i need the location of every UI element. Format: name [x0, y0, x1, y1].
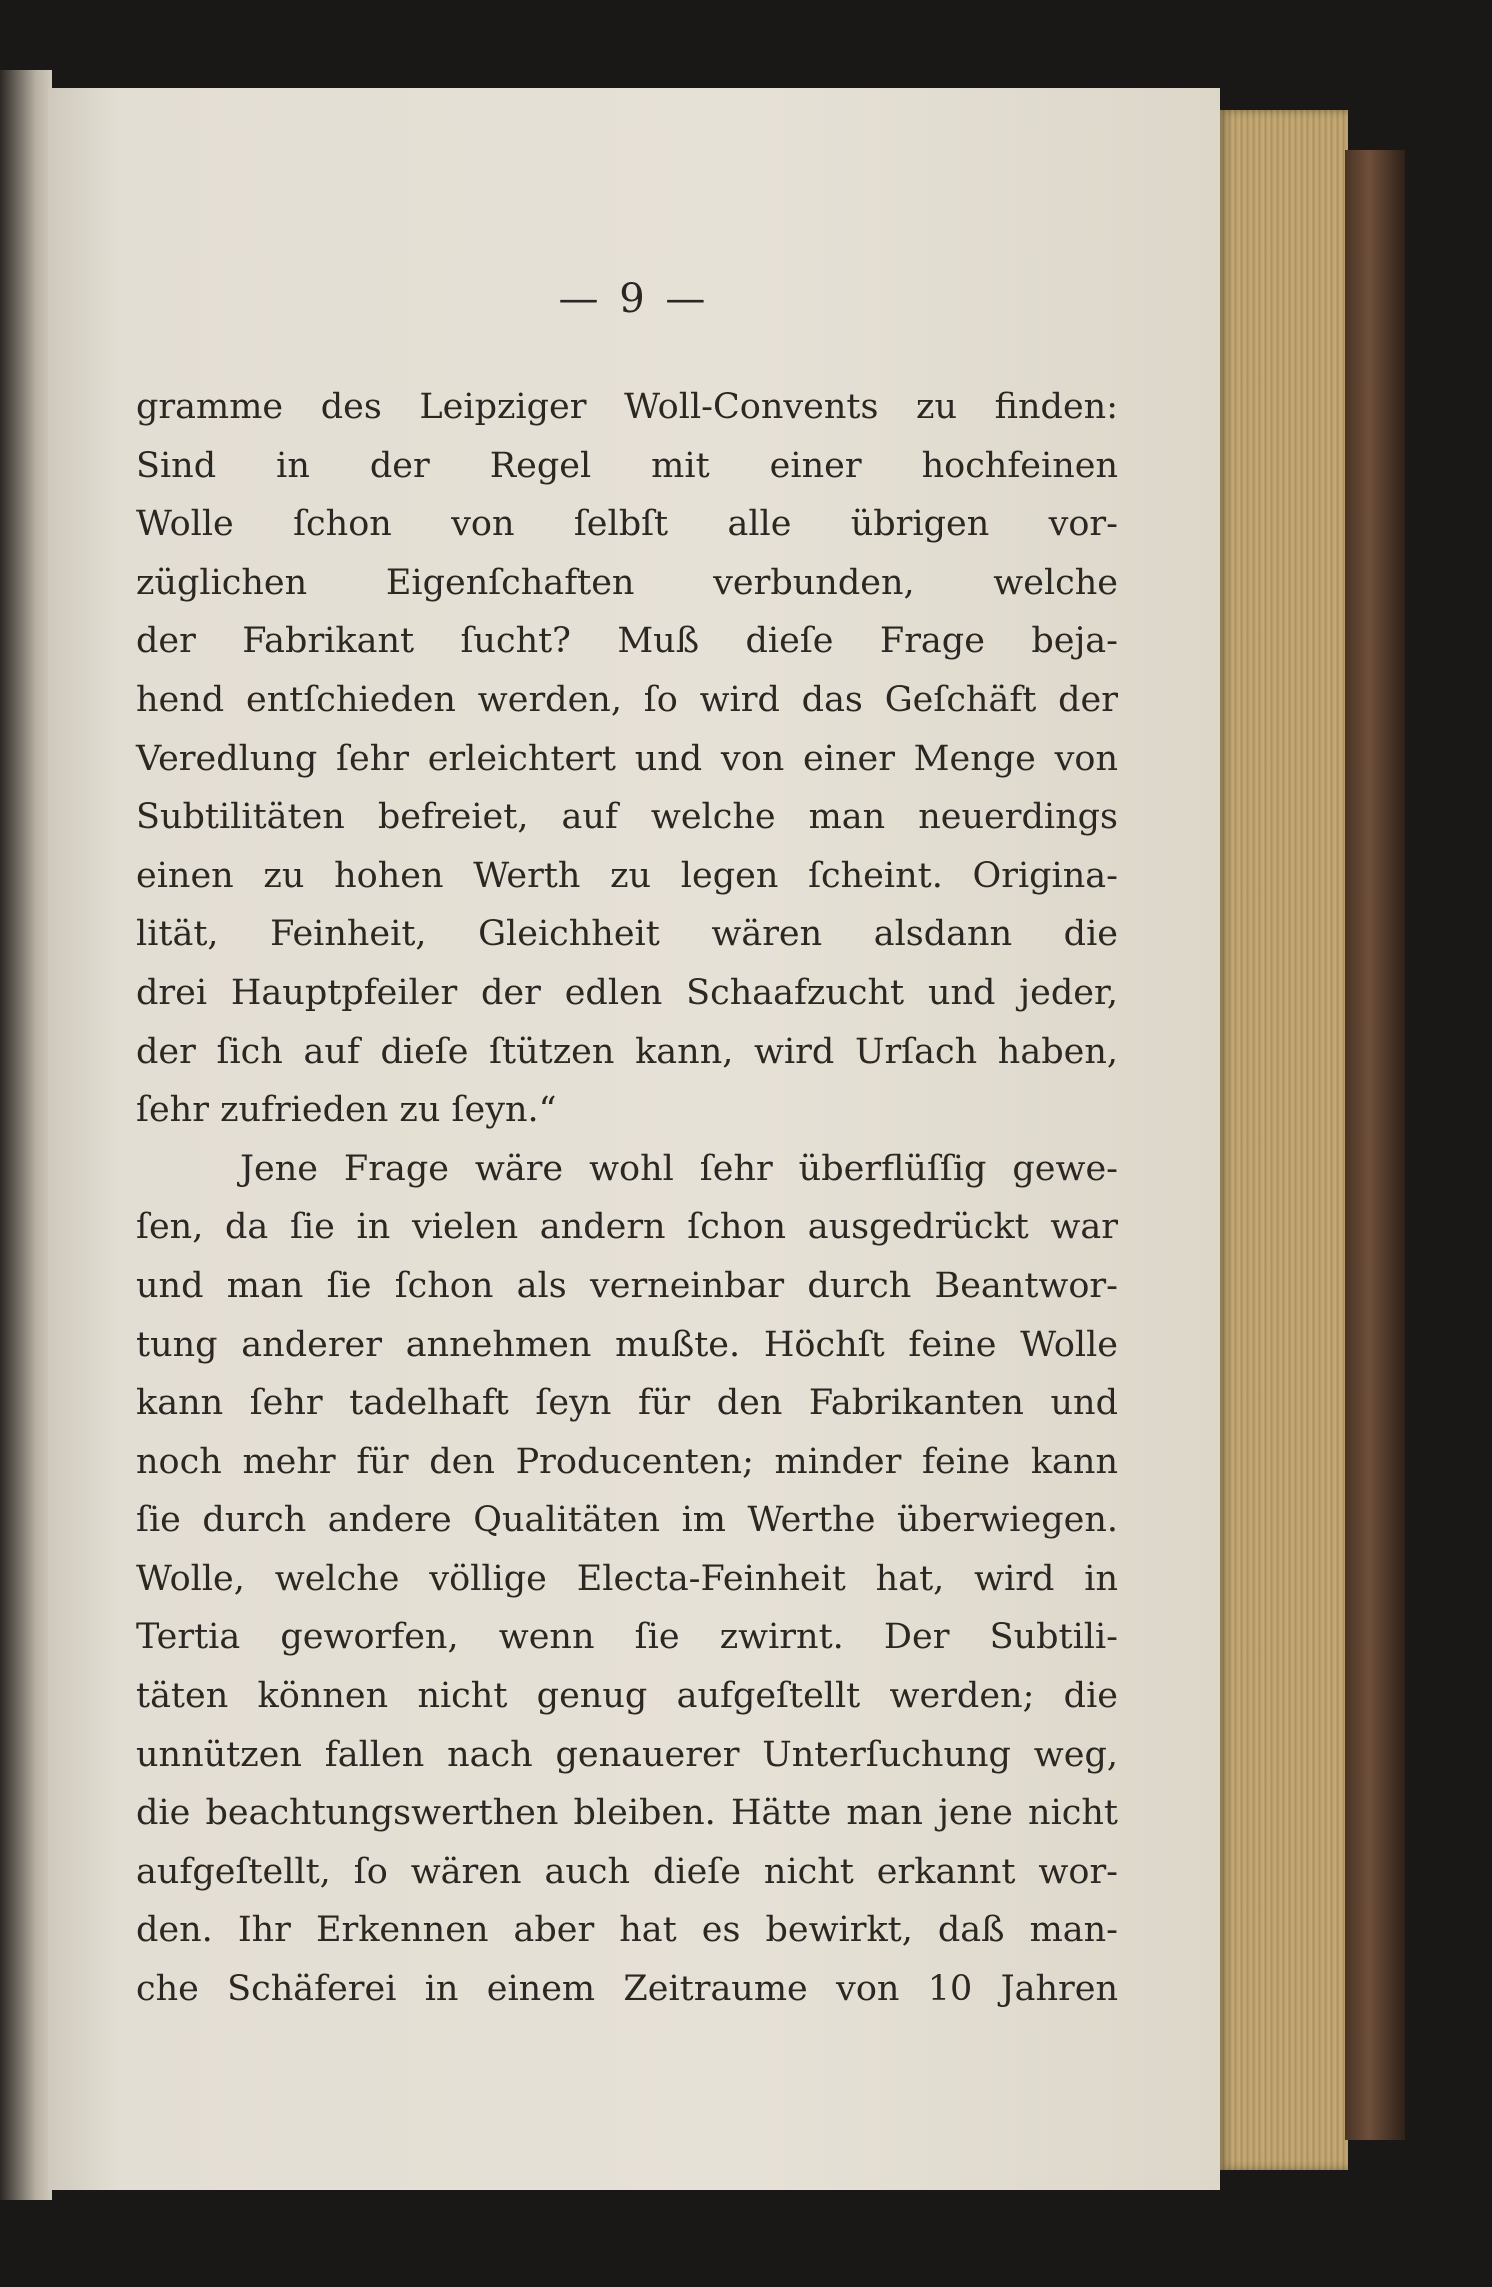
text-line: einen zu hohen Werth zu legen ſcheint. Origina-	[136, 855, 1118, 896]
text-line: aufgeſtellt, ſo wären auch dieſe nicht erkannt wor-	[136, 1851, 1118, 1892]
text-line: tung anderer annehmen mußte. Höchſt feine Wolle	[136, 1324, 1118, 1365]
text-line: ſen, da ſie in vielen andern ſchon ausgedrückt war	[136, 1207, 1118, 1248]
page-number: — 9 —	[558, 276, 710, 322]
text-line: Wolle ſchon von ſelbſt alle übrigen vor-	[136, 504, 1118, 545]
text-line: noch mehr für den Producenten; minder feine kann	[136, 1441, 1118, 1482]
text-line: ſehr zufrieden zu ſeyn.“	[136, 1090, 557, 1131]
text-line: Tertia geworfen, wenn ſie zwirnt. Der Subtili-	[136, 1617, 1118, 1658]
text-line: che Schäferei in einem Zeitraume von 10 Jahren	[136, 1969, 1118, 2010]
page-block-edge	[1218, 110, 1348, 2170]
text-line: der Fabrikant ſucht? Muß dieſe Frage beja-	[136, 621, 1118, 662]
text-line: lität, Feinheit, Gleichheit wären alsdann die	[136, 914, 1118, 955]
text-line: Veredlung ſehr erleichtert und von einer Menge von	[136, 738, 1118, 779]
text-line: drei Hauptpfeiler der edlen Schaafzucht und jeder,	[136, 972, 1118, 1013]
text-line: Wolle, welche völlige Electa-Feinheit hat, wird in	[136, 1558, 1118, 1599]
text-line: täten können nicht genug aufgeſtellt werden; die	[136, 1676, 1118, 1717]
text-line: der ſich auf dieſe ſtützen kann, wird Urſach haben,	[136, 1031, 1118, 1072]
text-line: züglichen Eigenſchaften verbunden, welche	[136, 562, 1118, 603]
text-line: unnützen fallen nach genauerer Unterſuchung weg,	[136, 1734, 1118, 1775]
book-cover-edge	[1345, 150, 1405, 2140]
text-line: Subtilitäten befreiet, auf welche man neuerdings	[136, 797, 1118, 838]
text-line: kann ſehr tadelhaft ſeyn für den Fabrikanten und	[136, 1383, 1118, 1424]
text-line: und man ſie ſchon als verneinbar durch Beantwor-	[136, 1265, 1118, 1306]
text-line: den. Ihr Erkennen aber hat es bewirkt, daß man-	[136, 1910, 1118, 1951]
text-line: ſie durch andere Qualitäten im Werthe überwiegen.	[136, 1500, 1118, 1541]
left-page-edge	[0, 70, 52, 2200]
body-text	[136, 378, 1118, 2019]
text-line: gramme des Leipziger Woll-Convents zu finden:	[136, 387, 1118, 427]
text-line: Sind in der Regel mit einer hochfeinen	[136, 445, 1118, 486]
book-page	[48, 88, 1220, 2190]
text-line: hend entſchieden werden, ſo wird das Geſchäft der	[136, 679, 1118, 720]
text-line: die beachtungswerthen bleiben. Hätte man jene nicht	[136, 1793, 1118, 1834]
text-line: Jene Frage wäre wohl ſehr überflüſſig gewe-	[240, 1148, 1118, 1189]
